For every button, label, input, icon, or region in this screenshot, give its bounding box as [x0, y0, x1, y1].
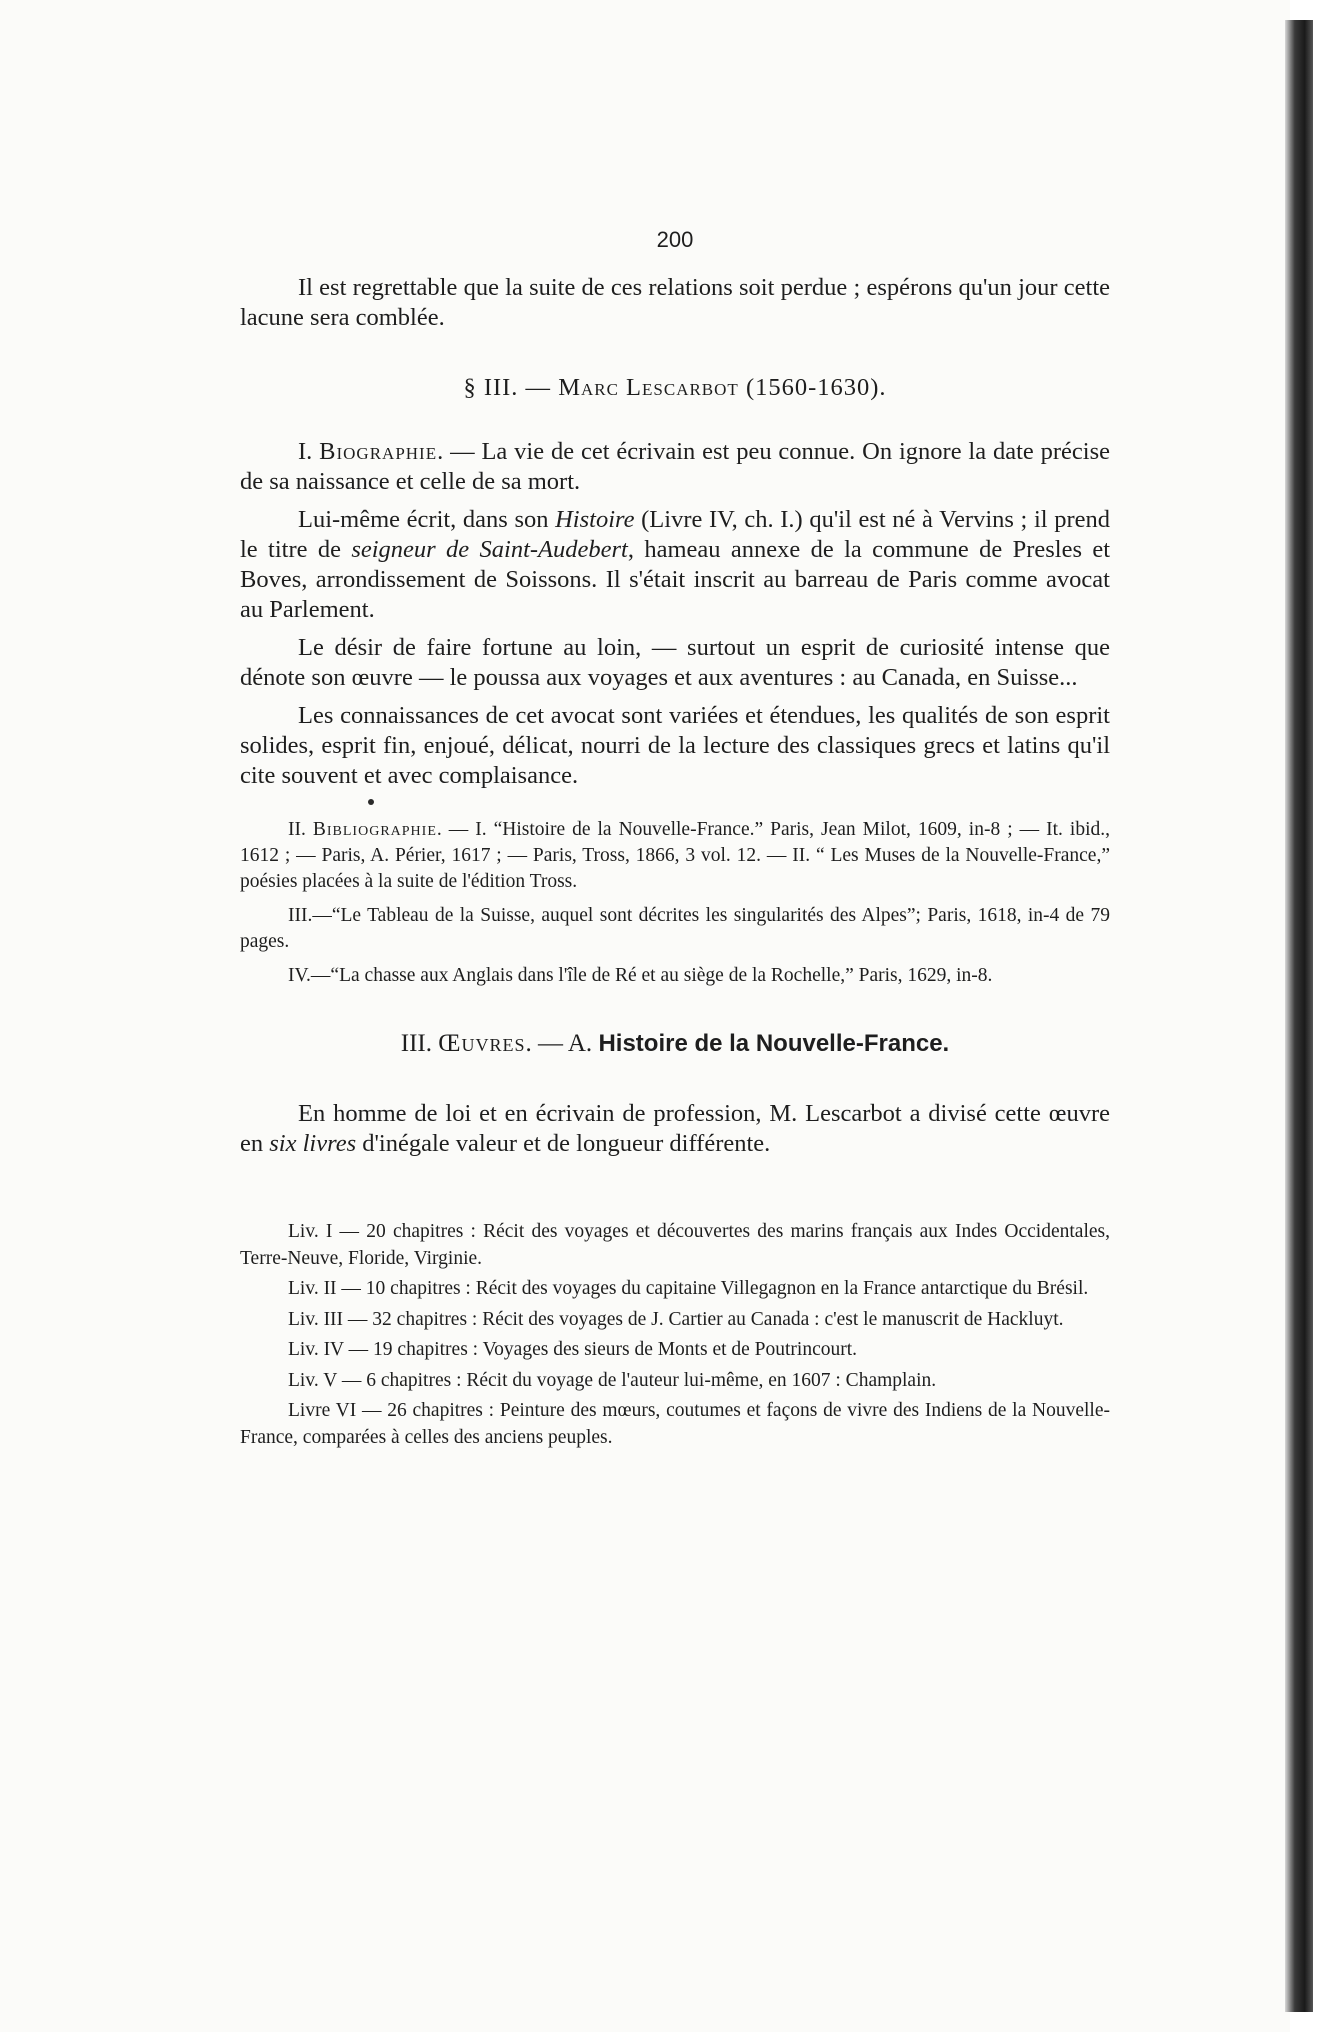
bibliography-label: Bibliographie	[312, 819, 437, 840]
works-heading	[240, 1029, 1110, 1059]
section-prefix: § III. —	[463, 374, 559, 401]
books-list	[240, 1219, 1110, 1451]
works-prefix: III.	[400, 1030, 439, 1057]
works-sep: . — A.	[525, 1030, 599, 1057]
book-item: Liv. I — 20 chapitres : Récit des voyages et découvertes des marins français aux Indes Occidentales, Terre-Neuve, Floride, Virginie.	[240, 1221, 1110, 1269]
bullet-dot	[368, 799, 374, 805]
bibliography-entry-1	[240, 817, 1110, 895]
biography-text-2b: (Livre IV, ch. I.) qu'il est né à Vervins ; il prend le titre de	[240, 506, 1110, 563]
histoire-title: Histoire	[555, 506, 635, 533]
book-item: Liv. V — 6 chapitres : Récit du voyage de l'auteur lui-même, en 1607 : Champlain.	[288, 1369, 937, 1391]
page-content	[240, 225, 1110, 1455]
book-item: Liv. IV — 19 chapitres : Voyages des sieurs de Monts et de Poutrincourt.	[288, 1339, 858, 1360]
bibliography-entry-2: III.—“Le Tableau de la Suisse, auquel sont décrites les singularités des Alpes”; Paris, 1618, in-4 de 79 pages.	[240, 905, 1110, 952]
book-item: Liv. II — 10 chapitres : Récit des voyages du capitaine Villegagnon en la France antarctique du Brésil.	[288, 1278, 1089, 1299]
works-title: Histoire de la Nouvelle-France.	[598, 1030, 950, 1057]
seigneur-title: seigneur de Saint-Audebert	[351, 536, 628, 563]
works-intro-a: En homme de loi et en écrivain de profession, M. Lescarbot a divisé cette œuvre en	[240, 1100, 1110, 1157]
biography-paragraph-3: Le désir de faire fortune au loin, — surtout un esprit de curiosité intense que dénote son œuvre — le poussa aux voyages et aux aventures : au Canada, en Suisse...	[240, 634, 1110, 691]
works-intro-paragraph	[240, 1099, 1110, 1159]
section-heading	[240, 373, 1110, 403]
biography-paragraph-1	[240, 437, 1110, 497]
section-name: Marc Lescarbot	[558, 374, 739, 401]
biography-text-2c: , hameau annexe de la commune de Presles et Boves, arrondissement de Soissons. Il s'était inscrit au barreau de Paris comme avocat au Parlement.	[240, 536, 1111, 623]
biography-label-num: I.	[298, 438, 320, 465]
works-label: Œuvres	[438, 1030, 526, 1057]
bibliography-entry-3: IV.—“La chasse aux Anglais dans l'île de Ré et au siège de la Rochelle,” Paris, 1629, in-8.	[288, 965, 993, 986]
biography-text-2a: Lui-même écrit, dans son	[298, 506, 556, 533]
bibliography-block	[240, 817, 1110, 989]
intro-paragraph: Il est regrettable que la suite de ces relations soit perdue ; espérons qu'un jour cette lacune sera comblée.	[240, 274, 1110, 331]
biography-label: Biographie	[319, 438, 438, 465]
book-item: Liv. III — 32 chapitres : Récit des voyages de J. Cartier au Canada : c'est le manuscrit de Hackluyt.	[288, 1308, 1064, 1330]
page-number: 200	[656, 227, 694, 252]
biography-label-sep: . —	[437, 438, 482, 465]
book-spine-edge	[1285, 20, 1313, 2012]
section-dates: (1560-1630).	[738, 374, 887, 401]
book-item: Livre VI — 26 chapitres : Peinture des mœurs, coutumes et façons de vivre des Indiens de la Nouvelle-France, comparées à celles des anciens peuples.	[240, 1400, 1110, 1448]
bibliography-text-1: . — I. “Histoire de la Nouvelle-France.” Paris, Jean Milot, 1609, in-8 ; — It. ibid., 1612 ; — Paris, A. Périer, 1617 ; — Paris, Tross, 1866, 3 vol. 12. — II. “ Les Muses de la Nouvelle-France,” poésies placées à la suite de l'édition Tross.	[240, 819, 1110, 892]
works-intro-b: d'inégale valeur et de longueur différente.	[356, 1130, 771, 1157]
biography-paragraph-2	[240, 505, 1110, 625]
biography-text-1: La vie de cet écrivain est peu connue. On ignore la date précise de sa naissance et celle de sa mort.	[240, 438, 1111, 495]
bibliography-label-num: II.	[288, 819, 313, 840]
works-intro-em: six livres	[269, 1130, 357, 1157]
biography-paragraph-4: Les connaissances de cet avocat sont variées et étendues, les qualités de son esprit solides, esprit fin, enjoué, délicat, nourri de la lecture des classiques grecs et latins qu'il cite souvent et avec complaisance.	[240, 702, 1110, 789]
